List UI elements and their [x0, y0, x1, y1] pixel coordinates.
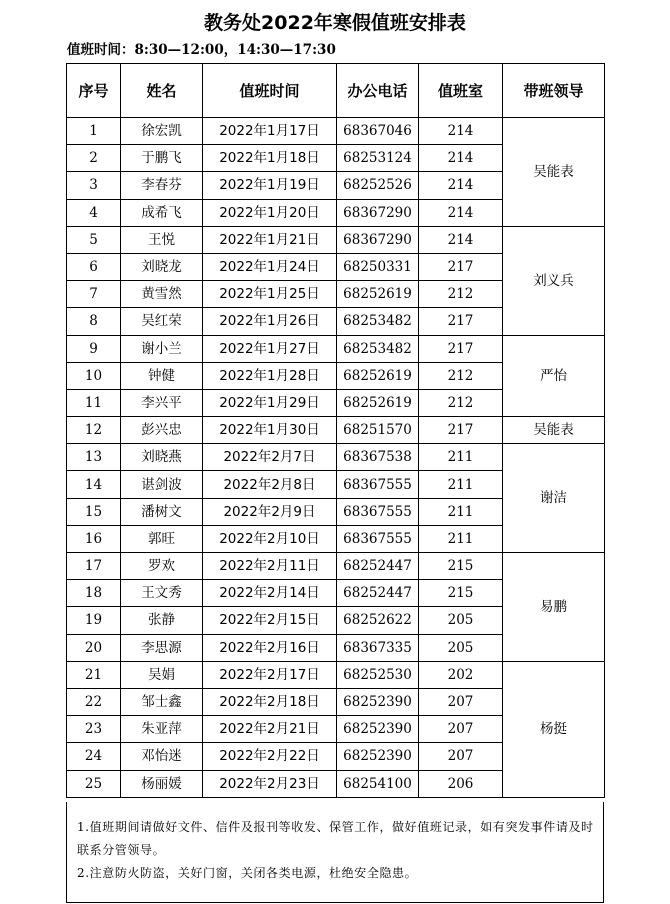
row-no: 3 [67, 172, 121, 199]
row-room: 217 [419, 253, 503, 280]
row-room: 214 [419, 199, 503, 226]
row-name: 邓怡迷 [121, 743, 203, 770]
row-room: 212 [419, 389, 503, 416]
row-date: 2022年2月10日 [203, 525, 337, 552]
row-room: 205 [419, 634, 503, 661]
row-phone: 68251570 [337, 417, 419, 444]
row-name: 杨丽媛 [121, 770, 203, 797]
row-phone: 68252447 [337, 580, 419, 607]
row-no: 1 [67, 118, 121, 145]
table-row [67, 226, 605, 253]
row-no: 7 [67, 281, 121, 308]
row-room: 202 [419, 661, 503, 688]
row-date: 2022年1月19日 [203, 172, 337, 199]
row-room: 211 [419, 525, 503, 552]
row-name: 李思源 [121, 634, 203, 661]
row-phone: 68254100 [337, 770, 419, 797]
row-room: 212 [419, 362, 503, 389]
row-phone: 68367290 [337, 226, 419, 253]
table-row [67, 118, 605, 145]
row-no: 22 [67, 688, 121, 715]
row-no: 13 [67, 444, 121, 471]
row-name: 邹士鑫 [121, 688, 203, 715]
row-date: 2022年2月8日 [203, 471, 337, 498]
row-name: 潘树文 [121, 498, 203, 525]
row-date: 2022年1月28日 [203, 362, 337, 389]
row-phone: 68367538 [337, 444, 419, 471]
row-no: 11 [67, 389, 121, 416]
row-date: 2022年1月25日 [203, 281, 337, 308]
row-phone: 68367555 [337, 498, 419, 525]
row-name: 吴娟 [121, 661, 203, 688]
row-name: 郭旺 [121, 525, 203, 552]
duty-hours: 值班时间：8:30—12:00，14:30—17:30 [67, 42, 336, 58]
row-no: 16 [67, 525, 121, 552]
row-date: 2022年2月17日 [203, 661, 337, 688]
row-room: 212 [419, 281, 503, 308]
row-no: 2 [67, 145, 121, 172]
row-phone: 68252390 [337, 743, 419, 770]
row-no: 15 [67, 498, 121, 525]
row-no: 6 [67, 253, 121, 280]
row-phone: 68367555 [337, 471, 419, 498]
row-phone: 68252530 [337, 661, 419, 688]
note-1: 1.值班期间请做好文件、信件及报刊等收发、保管工作，做好值班记录，如有突发事件请及时联系分管领导。 [77, 820, 594, 857]
row-name: 谢小兰 [121, 335, 203, 362]
row-no: 9 [67, 335, 121, 362]
row-no: 24 [67, 743, 121, 770]
row-no: 14 [67, 471, 121, 498]
row-name: 徐宏凯 [121, 118, 203, 145]
row-name: 朱亚萍 [121, 716, 203, 743]
row-date: 2022年2月21日 [203, 716, 337, 743]
header-room: 值班室 [419, 64, 503, 118]
row-date: 2022年2月22日 [203, 743, 337, 770]
row-date: 2022年1月26日 [203, 308, 337, 335]
row-no: 18 [67, 580, 121, 607]
table-row [67, 661, 605, 688]
row-name: 黄雪然 [121, 281, 203, 308]
row-room: 217 [419, 417, 503, 444]
row-phone: 68252390 [337, 716, 419, 743]
row-phone: 68252619 [337, 362, 419, 389]
row-name: 罗欢 [121, 553, 203, 580]
row-name: 于鹏飞 [121, 145, 203, 172]
row-phone: 68367290 [337, 199, 419, 226]
notes-box [66, 802, 604, 903]
row-date: 2022年1月27日 [203, 335, 337, 362]
table-row [67, 444, 605, 471]
row-phone: 68250331 [337, 253, 419, 280]
row-phone: 68252390 [337, 688, 419, 715]
header-name: 姓名 [121, 64, 203, 118]
row-date: 2022年1月21日 [203, 226, 337, 253]
row-date: 2022年2月7日 [203, 444, 337, 471]
row-no: 12 [67, 417, 121, 444]
row-leader: 杨挺 [503, 661, 605, 797]
table-body [67, 118, 605, 798]
row-date: 2022年1月29日 [203, 389, 337, 416]
row-phone: 68253482 [337, 335, 419, 362]
row-phone: 68252619 [337, 389, 419, 416]
row-date: 2022年2月16日 [203, 634, 337, 661]
row-no: 23 [67, 716, 121, 743]
row-name: 王文秀 [121, 580, 203, 607]
row-room: 215 [419, 580, 503, 607]
row-name: 彭兴忠 [121, 417, 203, 444]
row-leader: 易鹏 [503, 553, 605, 662]
header-date: 值班时间 [203, 64, 337, 118]
row-leader: 谢洁 [503, 444, 605, 553]
row-date: 2022年2月11日 [203, 553, 337, 580]
row-room: 206 [419, 770, 503, 797]
row-phone: 68252622 [337, 607, 419, 634]
table-row [67, 417, 605, 444]
row-date: 2022年1月30日 [203, 417, 337, 444]
row-leader: 严怡 [503, 335, 605, 417]
row-name: 刘晓龙 [121, 253, 203, 280]
row-name: 成希飞 [121, 199, 203, 226]
row-phone: 68367555 [337, 525, 419, 552]
header-no: 序号 [67, 64, 121, 118]
row-date: 2022年1月18日 [203, 145, 337, 172]
row-leader: 吴能表 [503, 118, 605, 227]
row-date: 2022年2月23日 [203, 770, 337, 797]
row-name: 吴红荣 [121, 308, 203, 335]
row-room: 214 [419, 172, 503, 199]
row-phone: 68253482 [337, 308, 419, 335]
table-row [67, 553, 605, 580]
row-name: 刘晓燕 [121, 444, 203, 471]
row-room: 207 [419, 716, 503, 743]
row-name: 张静 [121, 607, 203, 634]
row-no: 5 [67, 226, 121, 253]
row-room: 207 [419, 743, 503, 770]
row-phone: 68367046 [337, 118, 419, 145]
row-room: 207 [419, 688, 503, 715]
header-phone: 办公电话 [337, 64, 419, 118]
row-name: 李春芬 [121, 172, 203, 199]
row-no: 19 [67, 607, 121, 634]
header-leader: 带班领导 [503, 64, 605, 118]
row-no: 10 [67, 362, 121, 389]
row-room: 217 [419, 335, 503, 362]
row-phone: 68253124 [337, 145, 419, 172]
row-date: 2022年1月17日 [203, 118, 337, 145]
row-phone: 68367335 [337, 634, 419, 661]
row-leader: 吴能表 [503, 417, 605, 444]
row-name: 王悦 [121, 226, 203, 253]
row-phone: 68252447 [337, 553, 419, 580]
row-date: 2022年1月20日 [203, 199, 337, 226]
row-date: 2022年1月24日 [203, 253, 337, 280]
row-name: 李兴平 [121, 389, 203, 416]
row-no: 4 [67, 199, 121, 226]
row-date: 2022年2月15日 [203, 607, 337, 634]
row-date: 2022年2月9日 [203, 498, 337, 525]
row-name: 谌剑波 [121, 471, 203, 498]
note-2: 2.注意防火防盗，关好门窗，关闭各类电源，杜绝安全隐患。 [77, 866, 418, 880]
row-no: 21 [67, 661, 121, 688]
row-room: 211 [419, 444, 503, 471]
row-room: 214 [419, 226, 503, 253]
document-title: 教务处2022年寒假值班安排表 [204, 12, 466, 34]
row-no: 25 [67, 770, 121, 797]
row-room: 214 [419, 118, 503, 145]
table-row [67, 335, 605, 362]
row-room: 217 [419, 308, 503, 335]
row-room: 214 [419, 145, 503, 172]
duty-schedule-table [66, 63, 605, 798]
row-room: 211 [419, 498, 503, 525]
row-date: 2022年2月18日 [203, 688, 337, 715]
row-no: 8 [67, 308, 121, 335]
row-no: 17 [67, 553, 121, 580]
row-date: 2022年2月14日 [203, 580, 337, 607]
row-room: 205 [419, 607, 503, 634]
row-name: 钟健 [121, 362, 203, 389]
table-header-row [67, 64, 605, 118]
row-leader: 刘义兵 [503, 226, 605, 335]
row-room: 211 [419, 471, 503, 498]
row-no: 20 [67, 634, 121, 661]
row-phone: 68252619 [337, 281, 419, 308]
row-room: 215 [419, 553, 503, 580]
row-phone: 68252526 [337, 172, 419, 199]
